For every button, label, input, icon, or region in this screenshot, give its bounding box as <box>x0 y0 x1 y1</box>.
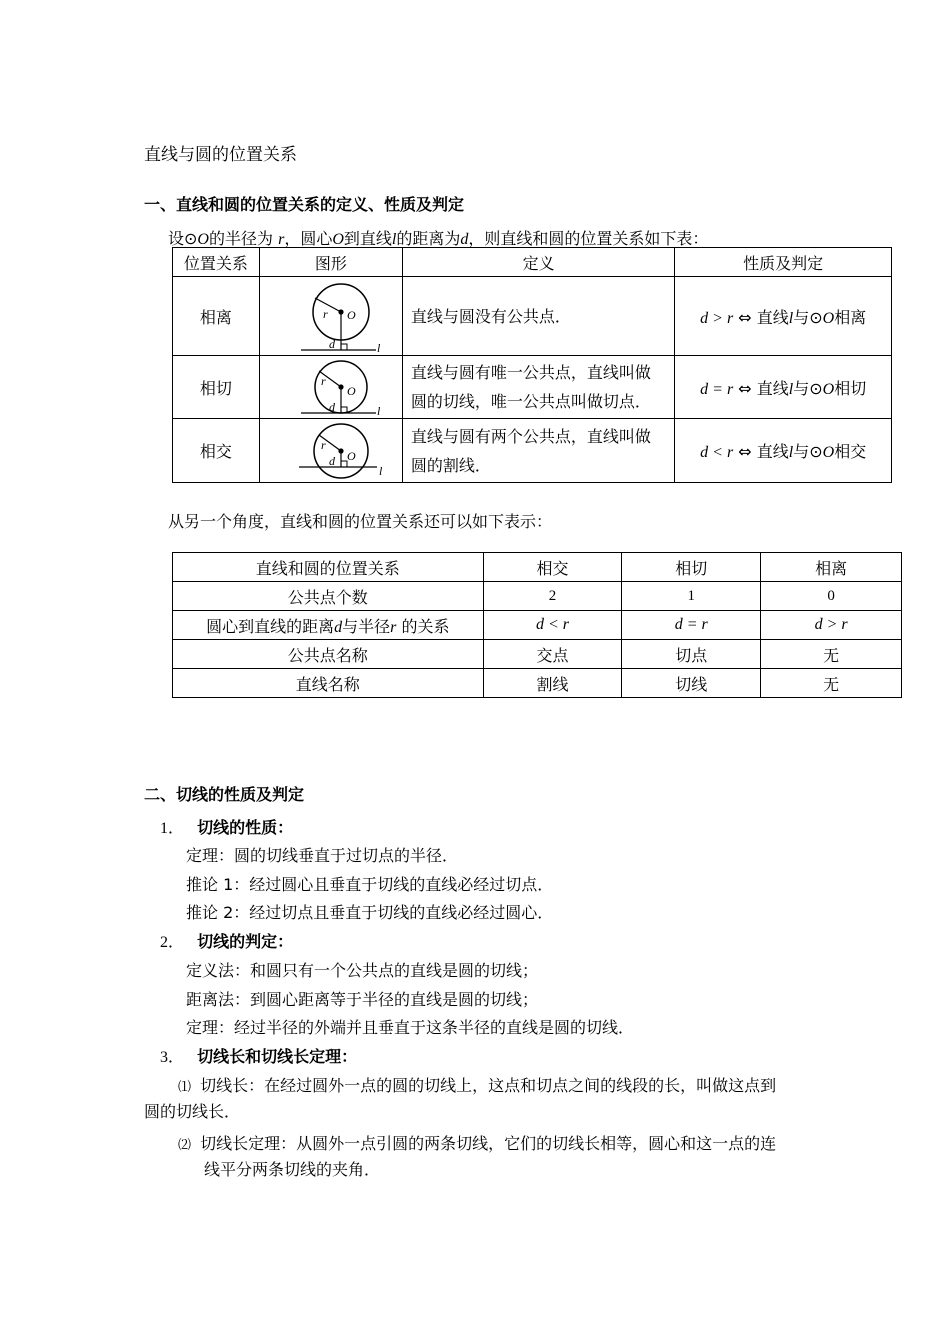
item1-heading <box>160 815 293 838</box>
table-row <box>173 356 892 419</box>
list-item: 定义法：和圆只有一个公共点的直线是圆的切线； <box>186 961 539 980</box>
intro-symbol-l: l <box>391 231 397 248</box>
intro-text: 的半径为 <box>208 229 273 248</box>
figure-label-O: O <box>346 384 356 398</box>
property-symbol-O: O <box>822 380 835 398</box>
sub-item-text: 切线长定理：从圆外一点引圆的两条切线，它们的切线长相等，圆心和这一点的连 <box>200 1134 777 1153</box>
table-row <box>173 611 902 640</box>
header-cell: 相离 <box>761 553 902 582</box>
table-cell: 交点 <box>483 640 622 669</box>
definition-cell: 直线与圆有唯一公共点，直线叫做圆的切线，唯一公共点叫做切点． <box>402 356 675 419</box>
definition-cell: 直线与圆有两个公共点，直线叫做圆的割线． <box>402 419 675 483</box>
figure-label-l: l <box>378 463 383 478</box>
separate-figure <box>271 278 391 354</box>
property-text: 与⊙ <box>793 307 823 327</box>
table-cell: d > r <box>761 611 902 640</box>
intro-symbol-r: r <box>278 231 285 248</box>
table-cell: 切点 <box>622 640 761 669</box>
property-condition: d < r <box>700 444 734 461</box>
property-condition: d > r <box>700 309 734 327</box>
tangent-figure <box>271 357 391 417</box>
item-title: 切线的性质： <box>197 818 294 837</box>
table-cell: 割线 <box>483 669 622 698</box>
item-title: 切线的判定： <box>197 932 294 951</box>
table-cell: 2 <box>483 582 622 611</box>
row-label <box>173 611 484 640</box>
intro-text: ，则直线和圆的位置关系如下表： <box>468 229 709 248</box>
table-row <box>173 640 902 669</box>
table-cell: 切线 <box>622 669 761 698</box>
sub-item-number: ⑵ <box>178 1138 192 1153</box>
table-cell: d < r <box>483 611 622 640</box>
figure-label-d: d <box>328 337 335 351</box>
row-label-symbol-r: r <box>390 618 397 636</box>
alt-intro: 从另一个角度，直线和圆的位置关系还可以如下表示： <box>168 512 553 531</box>
property-symbol-O: O <box>822 444 835 461</box>
intro-text: 的距离为 <box>396 229 461 248</box>
header-cell: 相切 <box>622 553 761 582</box>
sub-item-continuation: 圆的切线长． <box>144 1102 241 1121</box>
row-label: 公共点名称 <box>173 640 484 669</box>
figure-label-O: O <box>346 448 356 463</box>
item2-heading <box>160 929 293 952</box>
intersect-figure <box>271 421 391 481</box>
sub-item <box>178 1073 776 1096</box>
table-row <box>173 582 902 611</box>
list-item: 推论 2：经过切点且垂直于切线的直线必经过圆心． <box>186 903 554 922</box>
table-cell: d = r <box>622 611 761 640</box>
property-text: 与⊙ <box>793 378 823 398</box>
item-number: 3． <box>160 1049 185 1066</box>
intro-text: 到直线 <box>343 229 392 248</box>
row-label: 直线名称 <box>173 669 484 698</box>
property-condition: d = r <box>700 380 734 398</box>
header-cell: 图形 <box>259 248 402 277</box>
figure-cell <box>259 419 402 483</box>
row-label: 公共点个数 <box>173 582 484 611</box>
figure-label-r: r <box>320 437 326 452</box>
table-row <box>173 419 892 483</box>
summary-table <box>172 552 902 698</box>
property-text: ⇔ 直线 <box>738 442 789 461</box>
figure-label-r: r <box>320 374 326 388</box>
list-item: 距离法：到圆心距离等于半径的直线是圆的切线； <box>186 990 539 1009</box>
relation-table <box>172 247 892 483</box>
property-cell <box>675 356 892 419</box>
page-title: 直线与圆的位置关系 <box>144 145 297 165</box>
sub-item-continuation: 线平分两条切线的夹角． <box>204 1160 381 1179</box>
figure-label-O: O <box>346 308 356 322</box>
intro-symbol-O: O <box>332 231 344 248</box>
table-header-row <box>173 248 892 277</box>
property-text: 相交 <box>834 442 867 461</box>
intro-text: 设⊙ <box>168 229 198 248</box>
figure-cell <box>259 277 402 356</box>
relation-cell: 相离 <box>173 277 260 356</box>
sub-item-number: ⑴ <box>178 1080 192 1095</box>
row-label-symbol-d: d <box>334 618 343 636</box>
figure-label-d: d <box>328 453 335 468</box>
intro-text: ，圆心 <box>284 229 333 248</box>
property-symbol-l: l <box>788 309 794 327</box>
row-label-text: 与半径 <box>342 616 391 636</box>
property-text: ⇔ 直线 <box>738 307 789 327</box>
intro-symbol-d: d <box>460 231 469 248</box>
figure-label-r: r <box>322 307 328 321</box>
relation-cell: 相交 <box>173 419 260 483</box>
property-symbol-O: O <box>822 309 835 327</box>
header-cell: 位置关系 <box>173 248 260 277</box>
row-label-text: 圆心到直线的距离 <box>206 616 335 636</box>
property-cell <box>675 419 892 483</box>
property-cell <box>675 277 892 356</box>
property-symbol-l: l <box>788 444 794 461</box>
header-cell: 相交 <box>483 553 622 582</box>
header-cell: 直线和圆的位置关系 <box>173 553 484 582</box>
definition-cell: 直线与圆没有公共点． <box>402 277 675 356</box>
property-text: 与⊙ <box>793 442 823 461</box>
table-cell: 1 <box>622 582 761 611</box>
row-label-text: 的关系 <box>401 616 450 636</box>
property-text: 相离 <box>834 307 867 327</box>
table-cell: 无 <box>761 640 902 669</box>
sub-item <box>178 1131 776 1154</box>
table-row <box>173 277 892 356</box>
table-cell: 0 <box>761 582 902 611</box>
list-item: 推论 1：经过圆心且垂直于切线的直线必经过切点． <box>186 875 554 894</box>
sub-item-text: 切线长：在经过圆外一点的圆的切线上，这点和切点之间的线段的长，叫做这点到 <box>200 1076 777 1095</box>
section2-heading: 二、切线的性质及判定 <box>144 785 305 804</box>
item3-heading <box>160 1044 357 1067</box>
figure-label-l: l <box>376 341 381 354</box>
header-cell: 性质及判定 <box>675 248 892 277</box>
item-title: 切线长和切线长定理： <box>197 1047 358 1066</box>
figure-label-d: d <box>328 400 335 414</box>
table-cell: 无 <box>761 669 902 698</box>
table-header-row <box>173 553 902 582</box>
section1-intro <box>168 226 708 249</box>
table-row <box>173 669 902 698</box>
figure-label-l: l <box>376 404 381 417</box>
intro-symbol-O: O <box>197 231 209 248</box>
header-cell: 定义 <box>402 248 675 277</box>
property-text: 相切 <box>834 378 867 398</box>
item-number: 1． <box>160 820 185 837</box>
property-symbol-l: l <box>788 380 794 398</box>
item-number: 2． <box>160 934 185 951</box>
list-item: 定理：圆的切线垂直于过切点的半径． <box>186 846 459 865</box>
figure-cell <box>259 356 402 419</box>
property-text: ⇔ 直线 <box>738 378 789 398</box>
relation-cell: 相切 <box>173 356 260 419</box>
list-item: 定理：经过半径的外端并且垂直于这条半径的直线是圆的切线． <box>186 1018 635 1037</box>
section1-heading: 一、直线和圆的位置关系的定义、性质及判定 <box>144 195 465 214</box>
